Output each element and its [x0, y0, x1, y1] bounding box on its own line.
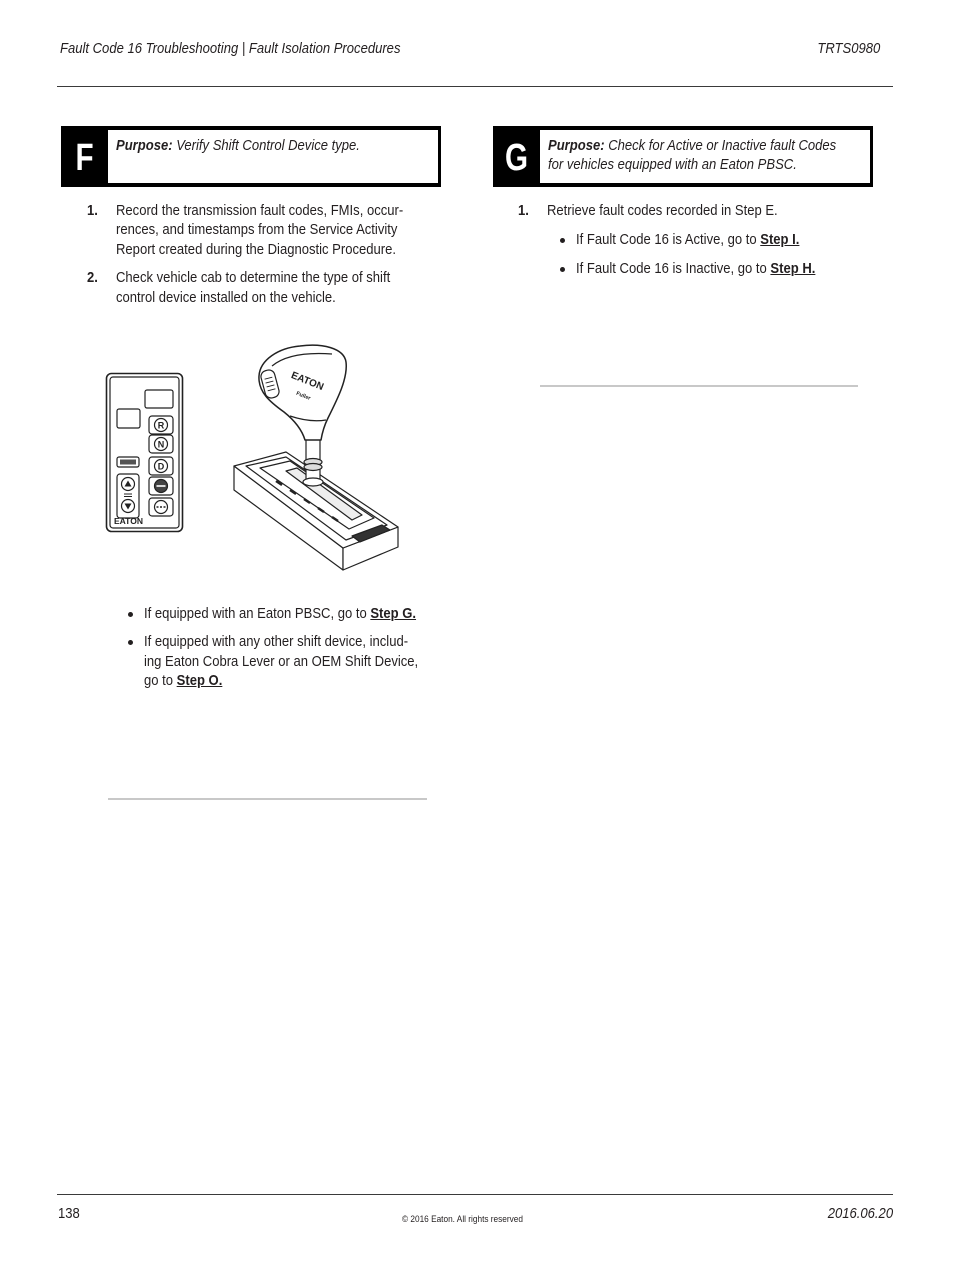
purpose-text: Check for Active or Inactive fault Codes [608, 137, 837, 154]
step-f-badge [61, 126, 108, 187]
step-g-letter: G [504, 137, 529, 179]
lever-boot [303, 478, 323, 486]
step-o-link[interactable]: Step O. [176, 672, 223, 689]
document-id: TRTS0980 [817, 40, 880, 57]
step-f-end-rule [108, 798, 427, 800]
keypad-logo: EATON [114, 516, 143, 526]
footer-rule [57, 1194, 893, 1195]
item-text-line: Retrieve fault codes recorded in Step E. [547, 202, 778, 219]
step-g-badge [493, 126, 540, 187]
step-i-link[interactable]: Step I. [760, 231, 800, 248]
keypad-label-d: D [157, 461, 165, 472]
step-h-link[interactable]: Step H. [770, 260, 816, 277]
bullet-text-line [576, 231, 799, 249]
lever-collar [304, 464, 322, 471]
purpose-text-line: for vehicles equipped with an Eaton PBSC. [548, 156, 797, 173]
step-g-end-rule [540, 385, 858, 387]
knob-sublabel: Fuller [295, 390, 312, 402]
step-f-purpose-frame [108, 126, 441, 187]
bullet-marker [128, 612, 133, 617]
item-text-line: Record the transmission fault codes, FMIs, occur- [116, 202, 404, 219]
item-number: 1. [518, 202, 529, 219]
shift-lever-illustration [234, 345, 398, 570]
copyright-notice: © 2016 Eaton. All rights reserved [402, 1214, 523, 1225]
knob-logo: EATON [289, 370, 326, 394]
bullet-marker [560, 238, 565, 243]
item-text-line: control device installed on the vehicle. [116, 289, 336, 306]
item-text-line: rences, and timestamps from the Service Activity [116, 221, 398, 238]
purpose-label: Purpose: [548, 137, 605, 154]
item-text-line: Check vehicle cab to determine the type of shift [116, 269, 391, 286]
bullet-text: If Fault Code 16 is Inactive, go to [576, 260, 771, 277]
purpose-text: Verify Shift Control Device type. [176, 137, 360, 154]
shift-device-figure [100, 340, 405, 575]
step-f-letter: F [75, 137, 94, 179]
bullet-text: If Fault Code 16 is Active, go to [576, 231, 761, 248]
item-number: 2. [87, 269, 98, 286]
page-number: 138 [58, 1205, 80, 1222]
bullet-text: go to [144, 672, 177, 689]
step-g-link[interactable]: Step G. [370, 605, 417, 622]
bullet-text-line [576, 260, 815, 278]
bullet-marker [560, 267, 565, 272]
item-number: 1. [87, 202, 98, 219]
running-header-title: Fault Code 16 Troubleshooting | Fault Isolation Procedures [60, 40, 401, 57]
step-g-purpose [548, 137, 836, 155]
bullet-text: If equipped with an Eaton PBSC, go to [144, 605, 371, 622]
pbsc-keypad-illustration [107, 374, 183, 532]
keypad-label-n: N [157, 439, 165, 450]
step-f-purpose [116, 137, 360, 155]
bullet-text-line: If equipped with any other shift device, includ- [144, 633, 409, 650]
bullet-marker [128, 640, 133, 645]
bullet-text-line: ing Eaton Cobra Lever or an OEM Shift Device, [144, 653, 419, 670]
bullet-text-line [144, 672, 222, 690]
bullet-text-line [144, 605, 416, 623]
header-rule [57, 86, 893, 87]
revision-date: 2016.06.20 [827, 1205, 893, 1222]
purpose-label: Purpose: [116, 137, 173, 154]
step-f-header-box [61, 126, 441, 187]
keypad-label-r: R [157, 420, 165, 431]
item-text-line: Report created during the Diagnostic Procedure. [116, 241, 397, 258]
